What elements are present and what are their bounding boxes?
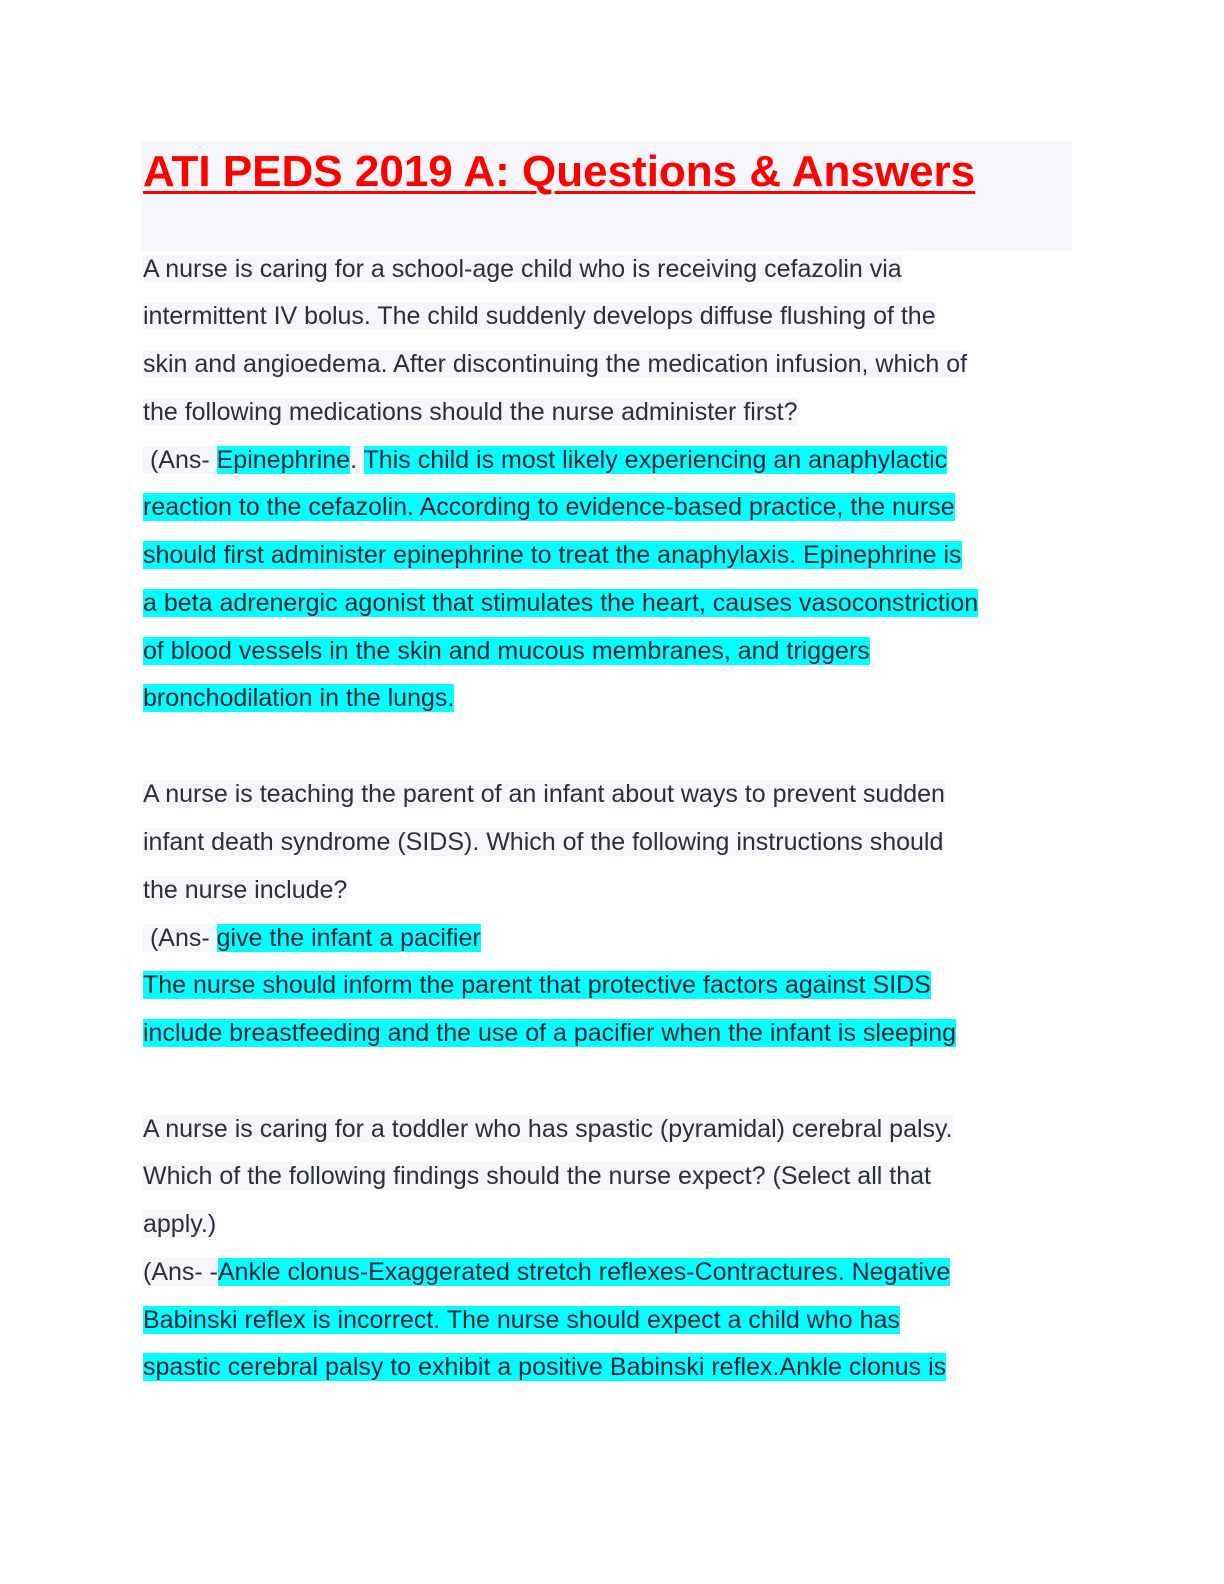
answer-1-line-2: reaction to the cefazolin. According to evidence-based practice, the nurse: [143, 493, 955, 521]
answer-1-line-4: a beta adrenergic agonist that stimulates the heart, causes vasoconstriction: [143, 589, 979, 617]
answer-3-prefix: (Ans- -: [143, 1258, 218, 1286]
question-2-line-1: A nurse is teaching the parent of an infant about ways to prevent sudden: [143, 780, 945, 808]
question-3-line-3: apply.): [143, 1210, 217, 1238]
answer-1-line-3: should first administer epinephrine to treat the anaphylaxis. Epinephrine is: [143, 541, 962, 569]
answer-1-explanation: This child is most likely experiencing an anaphylactic: [363, 446, 948, 474]
answer-3-line-1: [143, 1252, 950, 1292]
question-1-line-4: the following medications should the nurse administer first?: [143, 398, 798, 426]
answer-1-line-6: bronchodilation in the lungs.: [143, 684, 455, 712]
answer-3-line-2: Babinski reflex is incorrect. The nurse should expect a child who has: [143, 1306, 900, 1334]
question-1-line-2: intermittent IV bolus. The child suddenly develops diffuse flushing of the: [143, 302, 936, 330]
answer-1-line-5: of blood vessels in the skin and mucous membranes, and triggers: [143, 637, 870, 665]
question-1-line-3: skin and angioedema. After discontinuing the medication infusion, which of: [143, 350, 968, 378]
answer-1-line-1: (Ans- Epinephrine. This child is most likely experiencing an anaphylactic: [143, 446, 948, 474]
answer-1-prefix: (Ans-: [143, 446, 217, 474]
answer-2-line-1: [143, 918, 481, 958]
answer-3-text: Ankle clonus-Exaggerated stretch reflexes-Contractures. Negative: [218, 1258, 951, 1286]
question-3-line-1: A nurse is caring for a toddler who has spastic (pyramidal) cerebral palsy.: [143, 1115, 953, 1143]
answer-2-text: give the infant a pacifier: [216, 924, 481, 952]
answer-2-line-2: The nurse should inform the parent that protective factors against SIDS: [143, 971, 931, 999]
answer-1-text: Epinephrine: [216, 446, 351, 474]
document-title: ATI PEDS 2019 A: Questions & Answers: [143, 147, 976, 196]
question-1-line-1: A nurse is caring for a school-age child who is receiving cefazolin via: [143, 255, 902, 283]
question-3-line-2: Which of the following findings should the nurse expect? (Select all that: [143, 1162, 931, 1190]
answer-3-line-3: spastic cerebral palsy to exhibit a positive Babinski reflex.Ankle clonus is: [143, 1353, 947, 1381]
answer-2-line-3: include breastfeeding and the use of a pacifier when the infant is sleeping: [143, 1019, 957, 1047]
question-2-line-2: infant death syndrome (SIDS). Which of the following instructions should: [143, 828, 944, 856]
question-2-line-3: the nurse include?: [143, 876, 348, 904]
answer-2-prefix: (Ans-: [143, 924, 217, 952]
